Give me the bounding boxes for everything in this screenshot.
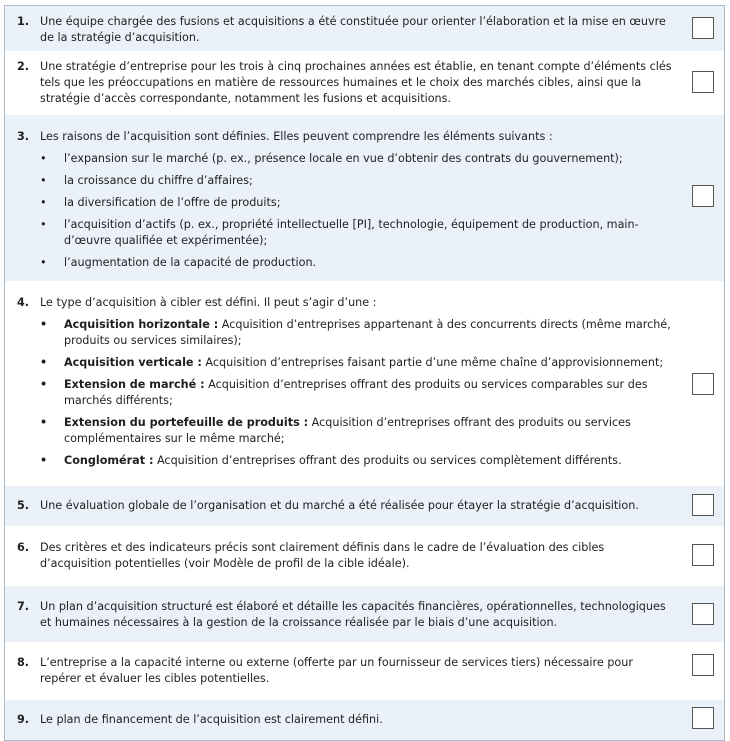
- item-text-block: [40, 655, 675, 687]
- bullet-text: l’acquisition d’actifs (p. ex., propriété intellectuelle [PI], technologie, équipement de production, main-d’œuvre qualifiée et expérimentée);: [64, 218, 639, 247]
- bullet-text: Acquisition d’entreprises appartenant à des concurrents directs (même marché, produits ou services similaires);: [64, 318, 671, 347]
- bullet-marker: •: [40, 318, 48, 331]
- item-checkbox[interactable]: [692, 17, 714, 39]
- item-checkbox[interactable]: [692, 654, 714, 676]
- item-checkbox[interactable]: [692, 71, 714, 93]
- bullet-text: Acquisition d’entreprises offrant des produits ou services comparables sur des marchés différents;: [64, 378, 648, 407]
- checklist-item-9: [5, 700, 724, 740]
- checklist-item-4: [5, 281, 724, 486]
- checklist-item-2: [5, 51, 724, 115]
- bullet-list: [40, 151, 675, 271]
- item-checkbox[interactable]: [692, 603, 714, 625]
- item-number: 3.: [17, 130, 30, 143]
- bullet-item: [40, 255, 675, 271]
- item-text: Le plan de financement de l’acquisition est clairement défini.: [40, 713, 383, 726]
- checklist-item-6: [5, 526, 724, 586]
- checklist-item-8: [5, 642, 724, 700]
- bullet-item: [40, 173, 675, 189]
- bullet-item: [40, 217, 675, 249]
- bullet-term: Acquisition verticale :: [64, 356, 202, 369]
- item-text: Les raisons de l’acquisition sont définies. Elles peuvent comprendre les éléments suivants :: [40, 130, 553, 143]
- item-checkbox[interactable]: [692, 185, 714, 207]
- bullet-item: [40, 355, 675, 371]
- bullet-term: Extension du portefeuille de produits :: [64, 416, 309, 429]
- item-number: 2.: [17, 60, 30, 73]
- bullet-marker: •: [40, 218, 47, 231]
- item-number: 6.: [17, 541, 30, 554]
- checklist-item-5: [5, 486, 724, 526]
- bullet-marker: •: [40, 356, 48, 369]
- item-number: 9.: [17, 713, 30, 726]
- item-text-block: [40, 712, 675, 728]
- item-number: 1.: [17, 15, 30, 28]
- checklist-item-1: [5, 6, 724, 51]
- bullet-item: [40, 151, 675, 167]
- item-text-block: [40, 295, 675, 469]
- item-text-block: [40, 498, 675, 514]
- item-checkbox[interactable]: [692, 494, 714, 516]
- checklist-item-3: [5, 115, 724, 281]
- bullet-marker: •: [40, 256, 47, 269]
- item-number: 4.: [17, 296, 30, 309]
- item-text: Une évaluation globale de l’organisation et du marché a été réalisée pour étayer la stratégie d’acquisition.: [40, 499, 639, 512]
- checklist-item-7: [5, 586, 724, 642]
- bullet-item: [40, 377, 675, 409]
- bullet-text: Acquisition d’entreprises offrant des produits ou services complémentaires sur le même marché;: [64, 416, 631, 445]
- item-checkbox[interactable]: [692, 373, 714, 395]
- bullet-text: l’augmentation de la capacité de production.: [64, 256, 317, 269]
- bullet-marker: •: [40, 378, 48, 391]
- item-number: 7.: [17, 600, 30, 613]
- bullet-text: la diversification de l’offre de produits;: [64, 196, 281, 209]
- bullet-text: Acquisition d’entreprises offrant des produits ou services complètement différents.: [153, 454, 622, 467]
- bullet-term: Acquisition horizontale :: [64, 318, 219, 331]
- item-text: Le type d’acquisition à cibler est défini. Il peut s’agir d’une :: [40, 296, 377, 309]
- item-text: L’entreprise a la capacité interne ou externe (offerte par un fournisseur de services tiers) nécessaire pour repérer et évaluer les cibles potentielles.: [40, 656, 633, 685]
- bullet-item: [40, 415, 675, 447]
- bullet-text: Acquisition d’entreprises faisant partie d’une même chaîne d’approvisionnement;: [201, 356, 664, 369]
- bullet-marker: •: [40, 416, 48, 429]
- item-text-block: [40, 129, 675, 271]
- bullet-item: [40, 195, 675, 211]
- item-text-block: [40, 14, 675, 46]
- item-text: Des critères et des indicateurs précis sont clairement définis dans le cadre de l’évaluation des cibles d’acquisition potentielles (voir Modèle de profil de la cible idéale).: [40, 541, 605, 570]
- bullet-term: Extension de marché :: [64, 378, 205, 391]
- bullet-term: Conglomérat :: [64, 454, 154, 467]
- item-number: 5.: [17, 499, 30, 512]
- item-text: Une stratégie d’entreprise pour les trois à cinq prochaines années est établie, en tenant compte d’éléments clés tels que les préoccupations en matière de ressources humaines et le choix des marchés cibles, ainsi que la stratégie d’accès correspondante, notamment les fusions et acquisitions.: [40, 60, 672, 105]
- item-text-block: [40, 599, 675, 631]
- bullet-marker: •: [40, 174, 47, 187]
- bullet-item: [40, 453, 675, 469]
- item-number: 8.: [17, 656, 30, 669]
- item-text-block: [40, 540, 675, 572]
- bullet-marker: •: [40, 454, 48, 467]
- item-text: Un plan d’acquisition structuré est élaboré et détaille les capacités financières, opérationnelles, technologiques et humaines nécessaires à la gestion de la croissance réalisée par le biais d’une acquisition.: [40, 600, 666, 629]
- item-text-block: [40, 59, 675, 107]
- item-checkbox[interactable]: [692, 707, 714, 729]
- bullet-item: [40, 317, 675, 349]
- bullet-text: la croissance du chiffre d’affaires;: [64, 174, 253, 187]
- item-checkbox[interactable]: [692, 544, 714, 566]
- acquisition-checklist: [4, 5, 725, 741]
- bullet-marker: •: [40, 152, 47, 165]
- bullet-list: [40, 317, 675, 469]
- item-text: Une équipe chargée des fusions et acquisitions a été constituée pour orienter l’élaboration et la mise en œuvre de la stratégie d’acquisition.: [40, 15, 666, 44]
- bullet-marker: •: [40, 196, 47, 209]
- bullet-text: l’expansion sur le marché (p. ex., présence locale en vue d’obtenir des contrats du gouvernement);: [64, 152, 623, 165]
